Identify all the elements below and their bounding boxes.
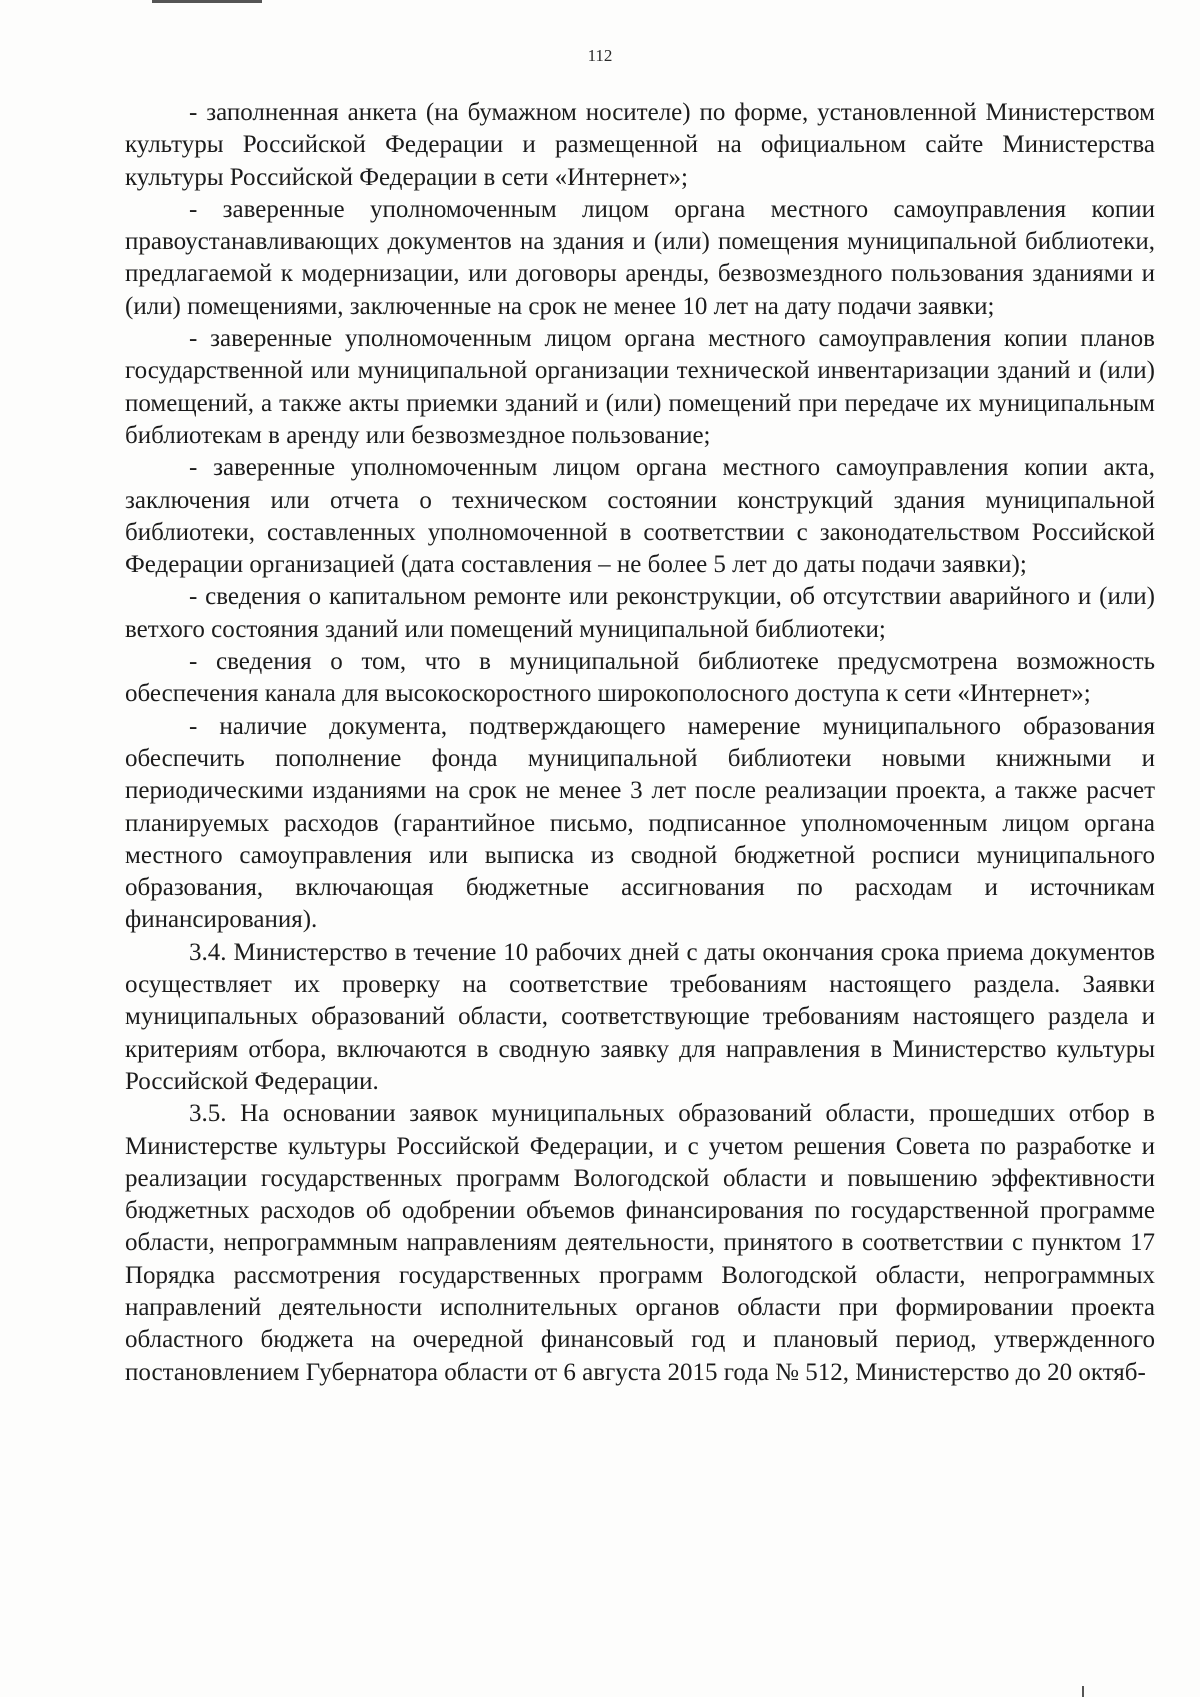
paragraph-collection-replenishment: - наличие документа, подтверждающего намерение муниципального образования обеспечить пополнение фонда муниципальной библиотеки новыми книжными и периодическими изданиями на срок не менее 3 лет после реализации проекта, а также расчет планируемых расходов (гарантийное письмо, подписанное уполномоченным лицом органа местного самоуправления или выписка из сводной бюджетной росписи муниципального образования, включающая бюджетные ассигнования по расходам и источникам финансирования). bbox=[125, 712, 1155, 934]
page-number: 112 bbox=[587, 46, 613, 65]
paragraph-title-documents: - заверенные уполномоченным лицом органа местного самоуправления копии правоустанавливающих документов на здания и (или) помещения муниципальной библиотеки, предлагаемой к модернизации, или договоры аренды, безвозмездного пользования зданиями и (или) помещениями, заключенные на срок не менее 10 лет на дату подачи заявки; bbox=[125, 195, 1155, 320]
paragraph-repair-info: - сведения о капитальном ремонте или реконструкции, об отсутствии аварийного и (или) ветхого состояния зданий или помещений муниципальной библиотеки; bbox=[125, 583, 1155, 643]
paragraph-inventory-plans: - заверенные уполномоченным лицом органа местного самоуправления копии планов государственной или муниципальной организации технической инвентаризации зданий и (или) помещений, а также акты приемки зданий и (или) помещений при передаче их муниципальным библиотекам в аренду или безвозмездное пользование; bbox=[125, 325, 1155, 449]
scan-artifact-bottom bbox=[1082, 1686, 1084, 1697]
paragraph-internet-access: - сведения о том, что в муниципальной библиотеке предусмотрена возможность обеспечения канала для высокоскоростного широкополосного доступа к сети «Интернет»; bbox=[125, 648, 1155, 708]
paragraph-form-questionnaire: - заполненная анкета (на бумажном носителе) по форме, установленной Министерством культуры Российской Федерации и размещенной на официальном сайте Министерства культуры Российской Федерации в сети «Интернет»; bbox=[125, 99, 1155, 191]
paragraph-section-3-4: 3.4. Министерство в течение 10 рабочих дней с даты окончания срока приема документов осуществляет их проверку на соответствие требованиям настоящего раздела. Заявки муниципальных образований области, соответствующие требованиям настоящего раздела и критериям отбора, включаются в сводную заявку для направления в Министерство культуры Российской Федерации. bbox=[125, 938, 1155, 1095]
document-body bbox=[125, 97, 1155, 1389]
paragraph-technical-condition: - заверенные уполномоченным лицом органа местного самоуправления копии акта, заключения или отчета о техническом состоянии конструкций здания муниципальной библиотеки, составленных уполномоченной в соответствии с законодательством Российской Федерации организацией (дата составления – не более 5 лет до даты подачи заявки); bbox=[125, 454, 1155, 579]
scan-artifact-top bbox=[152, 0, 262, 3]
paragraph-section-3-5: 3.5. На основании заявок муниципальных образований области, прошедших отбор в Министерстве культуры Российской Федерации, и с учетом решения Совета по разработке и реализации государственных программ Вологодской области и повышению эффективности бюджетных расходов об одобрении объемов финансирования по государственной программе области, непрограммным направлениям деятельности, принятого в соответствии с пунктом 17 Порядка рассмотрения государственных программ Вологодской области, непрограммных направлений деятельности исполнительных органов области при формировании проекта областного бюджета на очередной финансовый год и плановый период, утвержденного постановлением Губернатора области от 6 августа 2015 года № 512, Министерство до 20 октяб- bbox=[125, 1100, 1155, 1386]
